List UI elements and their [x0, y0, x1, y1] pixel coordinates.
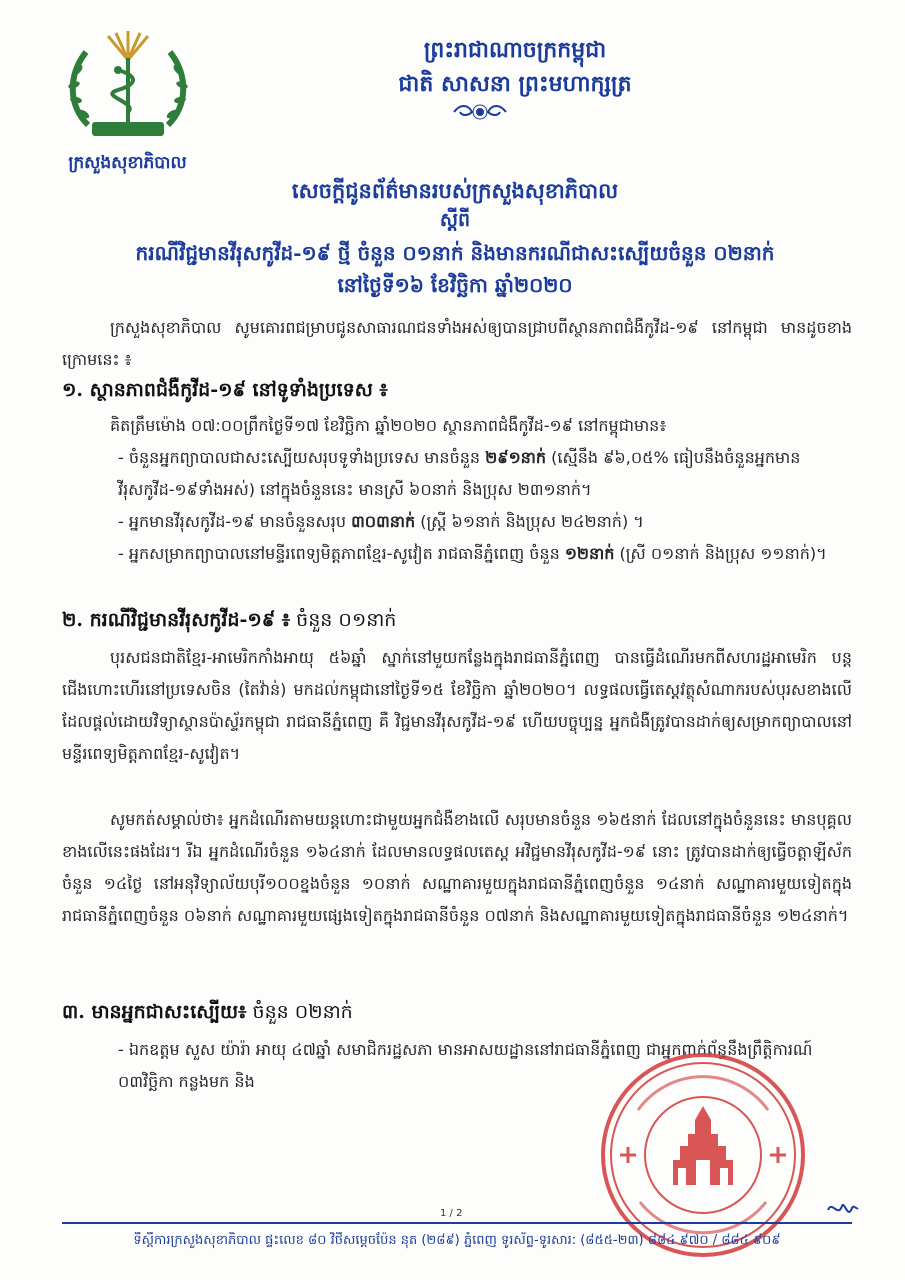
- section-1-bullet-total: - អ្នកមានវីរុសកូវីដ-១៩ មានចំនួនសរុប ៣០៣នាក់ (ស្ត្រី ៦១នាក់ និងប្រុស ២៤២នាក់) ។: [118, 512, 644, 531]
- section-2-title: ២. ករណីវិជ្ជមានវីរុសកូវីដ-១៩ ៖ ចំនួន ០១នាក់: [62, 609, 397, 631]
- section-1-title: ១. ស្ថានភាពជំងឺកូវីដ-១៩ នៅទូទាំងប្រទេស ៖: [62, 379, 388, 401]
- signature-icon: [826, 1196, 860, 1222]
- national-motto: ជាតិ សាសនា ព្រះមហាក្សត្រ: [398, 71, 632, 97]
- announcement-title: សេចក្តីជូនព័ត៌មានរបស់ក្រសួងសុខាភិបាល: [291, 178, 619, 203]
- section-1-lead: គិតត្រឹមម៉ោង ០៧:០០ព្រឹកថ្ងៃទី១៧ ខែវិច្ឆិកា ឆ្នាំ២០២០ ស្ថានភាពជំងឺកូវីដ-១៩ នៅកម្ពុជាមាន៖: [110, 416, 667, 435]
- intro-paragraph: ក្រសួងសុខាភិបាល សូមគោរពជម្រាបជូនសាធារណជនទាំងអស់ឲ្យបានជ្រាបពីស្ថានភាពជំងឺកូវីដ-១៩ នៅកម្ពុជា មានដូចខាងក្រោមនេះ ៖: [62, 318, 852, 369]
- announcement-subject: ករណីវិជ្ជមានវីរុសកូវីដ-១៩ ថ្មី ចំនួន ០១នាក់ និងមានករណីជាសះស្បើយចំនួន ០២នាក់: [135, 241, 775, 265]
- footer-divider: [62, 1222, 852, 1224]
- khmer-ornament-icon: [450, 100, 510, 124]
- section-1-bullet-hospital: - អ្នកសម្រាកព្យាបាលនៅមន្ទីរពេទ្យមិត្តភាពខ្មែរ-សូវៀត រាជធានីភ្នំពេញ ចំនួន ១២នាក់ (ស្រី ០១នាក់ និងប្រុស ១១នាក់)។: [118, 544, 827, 563]
- section-3-bullet-recovered: - ឯកឧត្តម សួស យ៉ារ៉ា អាយុ ៤៧ឆ្នាំ សមាជិករដ្ឋសភា មានអាសយដ្ឋាននៅរាជធានីភ្នំពេញ ជាអ្នកពាក់ព័ន្ធនឹងព្រឹត្តិការណ៍ ០៣វិច្ឆិកា កន្លងមក និង: [118, 1040, 813, 1091]
- kingdom-title: ព្រះរាជាណាចក្រកម្ពុជា: [423, 37, 607, 63]
- section-3-title: ៣. មានអ្នកជាសះស្បើយ៖ ចំនួន ០២នាក់: [62, 1001, 353, 1023]
- section-1-bullet-recovered: - ចំនួនអ្នកព្យាបាលជាសះស្បើយសរុបទូទាំងប្រទេស មានចំនួន ២៩១នាក់ (ស្មើនឹង ៩៦,០៥% ធៀបនឹងចំនួនអ្នកមានវីរុសកូវីដ-១៩ទាំងអស់) នៅក្នុងចំនួននេះ មានស្រី ៦០នាក់ និងប្រុស ២៣១នាក់។: [118, 448, 801, 499]
- announcement-date: នៅថ្ងៃទី១៦ ខែវិច្ឆិកា ឆ្នាំ២០២០: [337, 273, 573, 297]
- footer-address: ទីស្តីការក្រសួងសុខាភិបាល ផ្ទះលេខ ៨០ វិថីសម្តេចប៉ែន នុត (២៨៩) ភ្នំពេញ ទូរស័ព្ទ-ទូរសារ: (៨៥៥-២៣) ៨៨៤ ៩៧០ / ៨៨៤ ៩០៩: [133, 1233, 781, 1248]
- section-2-note-paragraph: សូមកត់សម្គាល់ថា៖ អ្នកដំណើរតាមយន្តហោះជាមួយអ្នកជំងឺខាងលើ សរុបមានចំនួន ១៦៥នាក់ ដែលនៅក្នុងចំនួននេះ មានបុគ្គលខាងលើនេះផងដែរ។ រីឯ អ្នកដំណើរចំនួន ១៦៤នាក់ ដែលមានលទ្ធផលតេស្ត អវិជ្ជមានវីរុសកូវីដ-១៩ នោះ ត្រូវបានដាក់ឲ្យធ្វើចត្តាឡីស័កចំនួន ១៤ថ្ងៃ នៅអនុវិទ្យាល័យបុរី១០០ខ្នងចំនួន ១០នាក់ សណ្ឋាគារមួយក្នុងរាជធានីភ្នំពេញចំនួន ១៤នាក់ សណ្ឋាគារមួយទៀតក្នុងរាជធានីភ្នំពេញចំនួន ០៦នាក់ សណ្ឋាគារមួយផ្សេងទៀតក្នុងរាជធានីចំនួន ០៧នាក់ និងសណ្ឋាគារមួយទៀតក្នុងរាជធានីចំនួន ១២៤នាក់។: [62, 810, 852, 925]
- announcement-about: ស្តីពី: [439, 209, 471, 231]
- section-2-case-paragraph: បុរសជនជាតិខ្មែរ-អាមេរិកកាំងអាយុ ៥៦ឆ្នាំ ស្នាក់នៅមួយកន្លែងក្នុងរាជធានីភ្នំពេញ បានធ្វើដំណើរមកពីសហរដ្ឋអាមេរិក បន្តជើងហោះហើរនៅប្រទេសចិន (តៃវ៉ាន់) មកដល់កម្ពុជានៅថ្ងៃទី១៥ ខែវិច្ឆិកា ឆ្នាំ២០២០។ លទ្ធផលធ្វើតេស្តវត្ថុសំណាករបស់បុរសខាងលើ ដែលផ្តល់ដោយវិទ្យាស្ថានប៉ាស្ទ័រកម្ពុជា រាជធានីភ្នំពេញ គឺ វិជ្ជមានវីរុសកូវីដ-១៩ ហើយបច្ចុប្បន្ន អ្នកជំងឺត្រូវបានដាក់ឲ្យសម្រាកព្យាបាលនៅមន្ទីរពេទ្យមិត្តភាពខ្មែរ-សូវៀត។: [62, 648, 852, 763]
- official-seal-icon: [598, 1050, 808, 1260]
- page-number: 1 / 2: [440, 1208, 463, 1219]
- ministry-name: ក្រសួងសុខាភិបាល: [68, 153, 187, 173]
- ministry-emblem-icon: [58, 30, 198, 148]
